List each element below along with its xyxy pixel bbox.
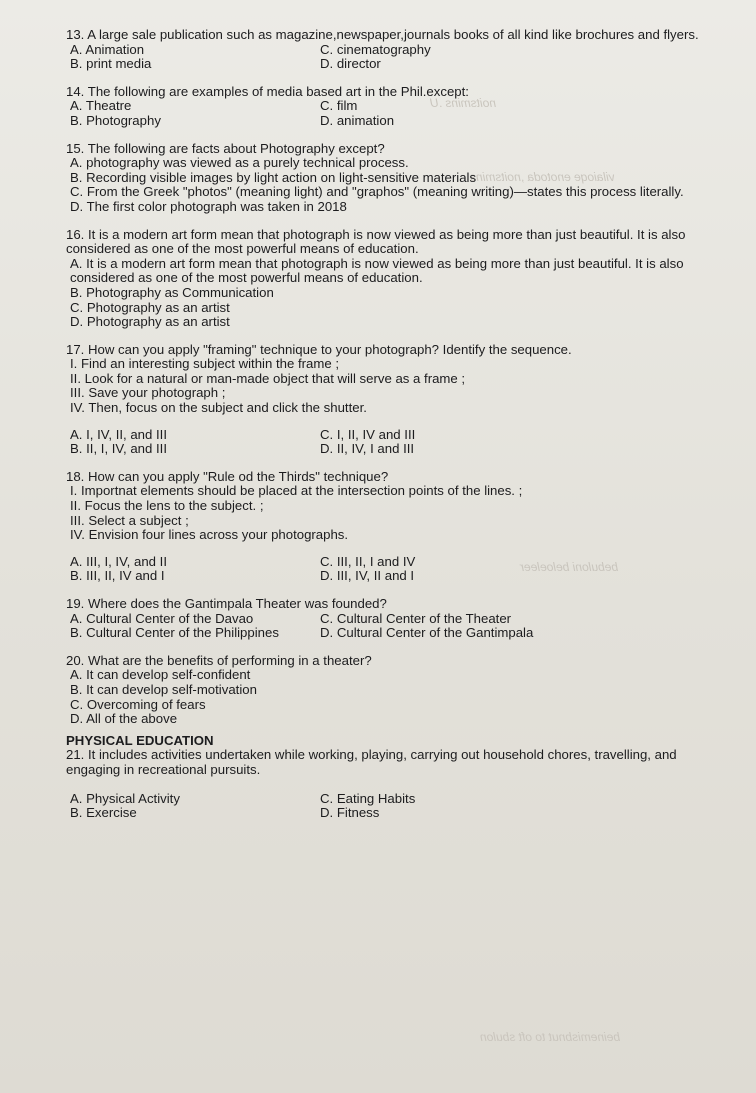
option-d[interactable]: D. director (320, 56, 381, 72)
option-a[interactable]: A. III, I, IV, and II (70, 553, 168, 569)
options-grid (66, 43, 716, 72)
option-b[interactable]: B. Photography as Communication (70, 284, 274, 300)
option-b[interactable]: B. Cultural Center of the Philippines (70, 625, 279, 641)
options-grid (66, 792, 716, 821)
option-a[interactable]: A. It is a modern art form mean that photograph is now viewed as being more than just beautiful. It is also considered as one of the most powerful means of education. (70, 255, 684, 286)
option-b[interactable]: B. It can develop self-motivation (70, 681, 257, 697)
step-2: II. Focus the lens to the subject. ; (70, 498, 264, 514)
question-17 (66, 343, 716, 457)
option-d[interactable]: D. animation (320, 112, 395, 128)
question-text: 16. It is a modern art form mean that photograph is now viewed as being more than just beautiful. It is also considered as one of the most powerful means of education. (66, 226, 686, 257)
step-4: IV. Then, focus on the subject and click the shutter. (70, 400, 367, 416)
option-d[interactable]: D. II, IV, I and III (320, 441, 415, 457)
step-1: I. Find an interesting subject within the frame ; (70, 356, 340, 372)
option-d[interactable]: D. III, IV, II and I (320, 568, 415, 584)
question-16 (66, 228, 716, 330)
option-a[interactable]: A. Cultural Center of the Davao (70, 610, 254, 626)
option-c[interactable]: C. I, II, IV and III (320, 426, 416, 442)
option-c[interactable]: C. III, II, I and IV (320, 553, 416, 569)
option-a[interactable]: A. photography was viewed as a purely technical process. (70, 155, 409, 171)
bleed-through-text: vilaioqe enotoda ,noitsmins (470, 170, 615, 184)
option-c[interactable]: C. From the Greek "photos" (meaning light) and "graphos" (meaning writing)—states this process literally. (70, 184, 684, 200)
question-text: 19. Where does the Gantimpala Theater was founded? (66, 596, 387, 611)
question-13 (66, 28, 716, 72)
step-1: I. Importnat elements should be placed at the intersection points of the lines. ; (70, 483, 523, 499)
option-d[interactable]: D. Fitness (320, 805, 380, 821)
option-d[interactable]: D. The first color photograph was taken in 2018 (70, 198, 347, 214)
question-text: 13. A large sale publication such as magazine,newspaper,journals books of all kind like brochures and flyers. (66, 27, 699, 42)
question-20 (66, 654, 716, 727)
option-d[interactable]: D. All of the above (70, 711, 178, 727)
step-4: IV. Envision four lines across your photographs. (70, 527, 349, 543)
option-c[interactable]: C. Photography as an artist (70, 299, 230, 315)
step-3: III. Select a subject ; (70, 512, 189, 528)
option-d[interactable]: D. Cultural Center of the Gantimpala (320, 625, 534, 641)
options-grid (66, 428, 716, 457)
option-b[interactable]: B. Recording visible images by light action on light-sensitive materials (70, 169, 477, 185)
option-a[interactable]: A. Physical Activity (70, 790, 180, 806)
question-21 (66, 748, 716, 820)
option-b[interactable]: B. III, II, IV and I (70, 568, 165, 584)
option-c[interactable]: C. cinematography (320, 41, 431, 57)
question-text: 21. It includes activities undertaken while working, playing, carrying out household chores, travelling, and engaging in recreational pursuits. (66, 747, 677, 777)
question-19 (66, 597, 716, 641)
option-b[interactable]: B. Photography (70, 112, 161, 128)
option-a[interactable]: A. I, IV, II, and III (70, 426, 168, 442)
option-a[interactable]: A. Animation (70, 41, 145, 57)
options-grid (66, 612, 716, 641)
option-b[interactable]: B. print media (70, 56, 152, 72)
option-a[interactable]: A. It can develop self-confident (70, 667, 251, 683)
question-14 (66, 85, 716, 129)
option-b[interactable]: B. Exercise (70, 805, 137, 821)
question-text: 20. What are the benefits of performing in a theater? (66, 652, 372, 668)
question-text: 15. The following are facts about Photography except? (66, 140, 385, 156)
option-c[interactable]: C. Cultural Center of the Theater (320, 610, 512, 626)
option-a[interactable]: A. Theatre (70, 98, 132, 114)
options-grid (66, 99, 716, 128)
option-c[interactable]: C. Overcoming of fears (70, 696, 206, 712)
bleed-through-text: noitsmins .U (430, 96, 497, 110)
question-sheet (66, 28, 716, 834)
option-c[interactable]: C. Eating Habits (320, 790, 416, 806)
section-heading: PHYSICAL EDUCATION (66, 732, 214, 748)
question-18 (66, 470, 716, 584)
step-2: II. Look for a natural or man-made object that will serve as a frame ; (70, 370, 466, 386)
question-text: 14. The following are examples of media based art in the Phil.except: (66, 83, 469, 99)
step-3: III. Save your photograph ; (70, 385, 226, 401)
bleed-through-text: bebuloni beloeleer (520, 560, 619, 574)
bleed-through-text: beinemisbnut to oft sbulon (480, 1030, 621, 1044)
question-15 (66, 142, 716, 215)
option-b[interactable]: B. II, I, IV, and III (70, 441, 168, 457)
option-d[interactable]: D. Photography as an artist (70, 314, 230, 330)
question-text: 18. How can you apply "Rule od the Thirds" technique? (66, 468, 389, 484)
option-c[interactable]: C. film (320, 98, 358, 114)
question-text: 17. How can you apply "framing" technique to your photograph? Identify the sequence. (66, 341, 572, 357)
options-grid (66, 555, 716, 584)
